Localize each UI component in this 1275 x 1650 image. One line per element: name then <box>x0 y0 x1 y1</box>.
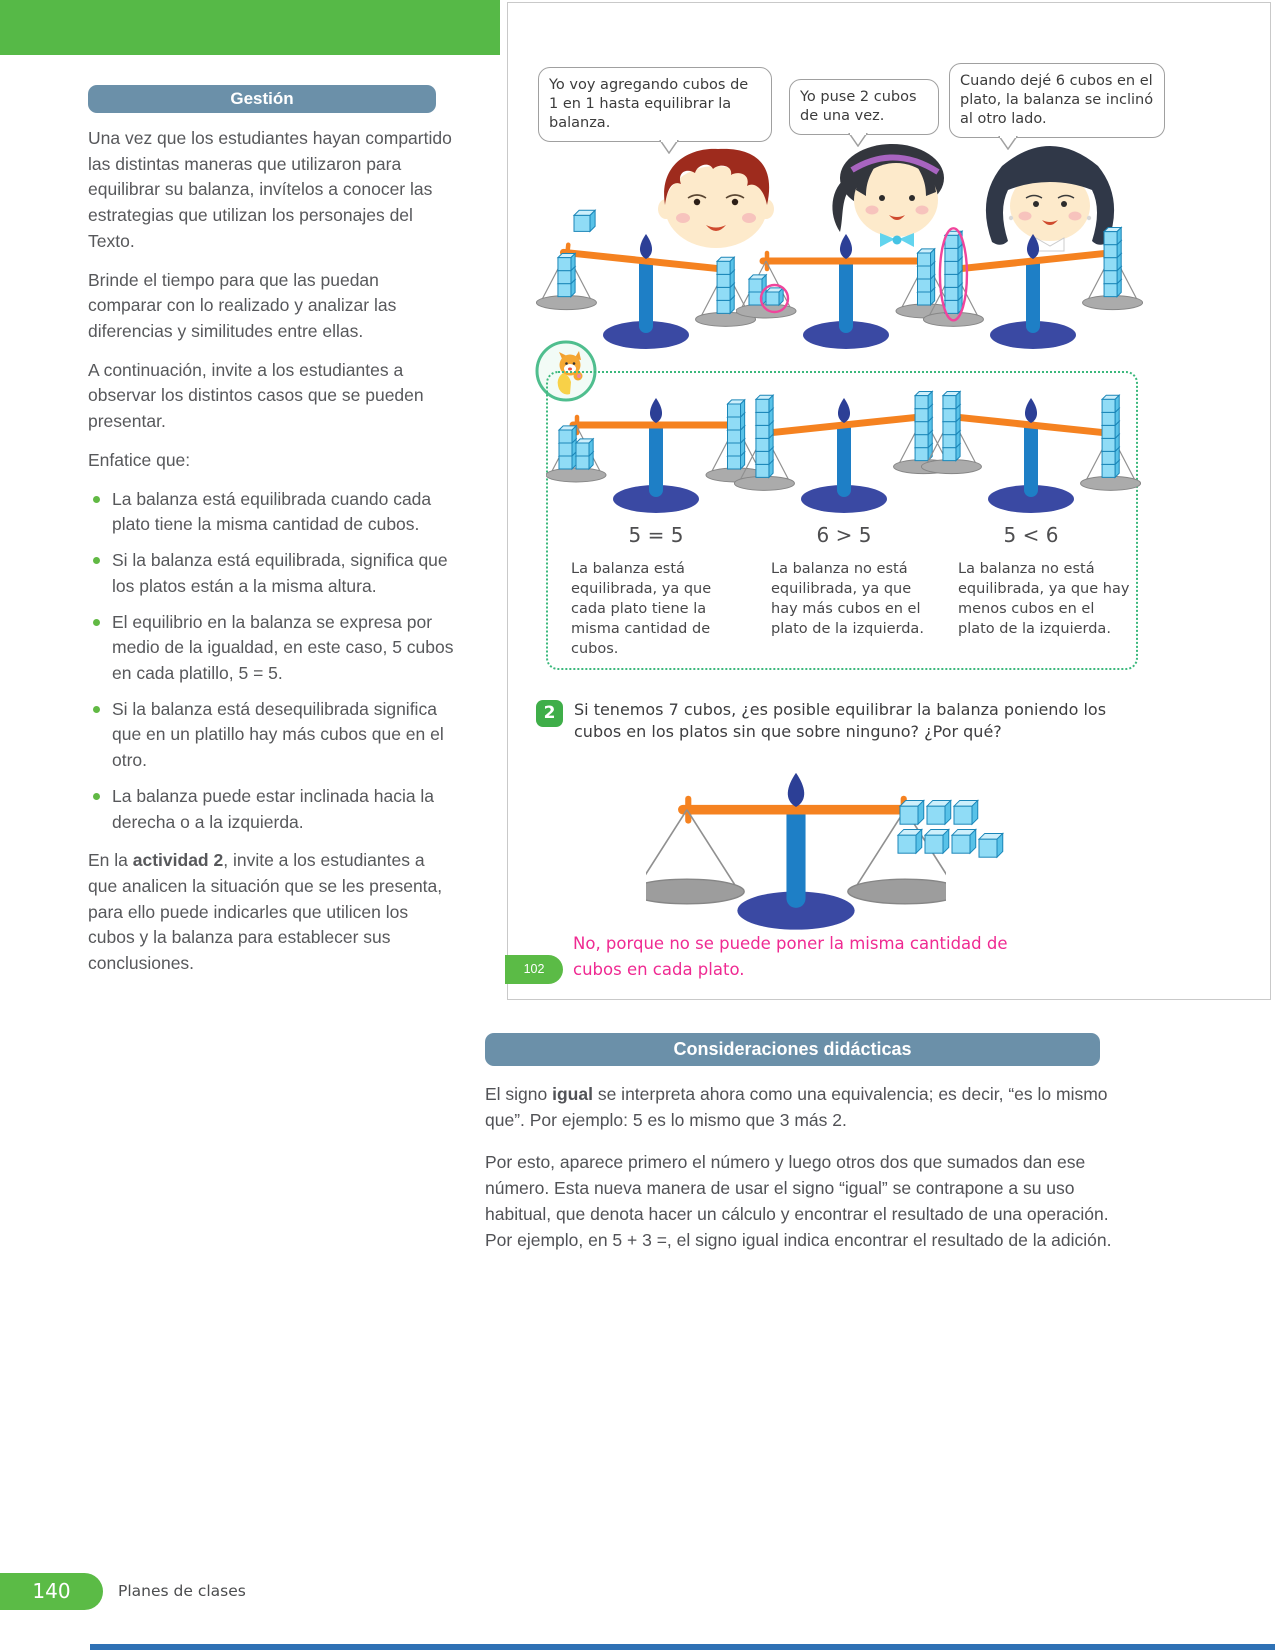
handwritten-answer: No, porque no se puede poner la misma cantidad de cubos en cada plato. <box>573 934 1008 979</box>
balance-less <box>921 385 1141 534</box>
comparison-description-equal: La balanza está equilibrada, ya que cada plato tiene la misma cantidad de cubos. <box>571 561 712 657</box>
footer-section-label: Planes de clases <box>118 1582 246 1600</box>
student-page-number-badge: 102 <box>505 955 563 984</box>
gestion-closing-paragraph: En la actividad 2, invite a los estudiantes a que analicen la situación que se les presenta, para ello puede indicarles que utilicen los cubos y la balanza para establecer sus conclusiones. <box>88 850 443 974</box>
activity-cubes <box>896 793 1016 874</box>
consideraciones-paragraph-2: Por esto, aparece primero el número y luego otros dos que sumados dan ese número. Esta nueva manera de usar el signo “igual” se contrapone a su uso habitual, que denota hacer un cálculo y encontrar el resultado de una operación. Por ejemplo, en 5 + 3 =, el signo igual indica encontrar el resultado de la adición. <box>485 1151 1112 1251</box>
gestion-bullet: La balanza está equilibrada cuando cada plato tiene la misma cantidad de cubos. <box>88 487 456 538</box>
gestion-bullet: Si la balanza está equilibrada, significa que los platos están a la misma altura. <box>88 548 456 599</box>
gestion-paragraph: Brinde el tiempo para que las puedan comparar con lo realizado y analizar las diferencias y similitudes entre ellas. <box>88 269 397 342</box>
balance-girl-bangs <box>923 221 1143 370</box>
gestion-paragraph: A continuación, invite a los estudiantes a observar los distintos casos que se pueden presentar. <box>88 359 424 432</box>
activity-question: Si tenemos 7 cubos, ¿es posible equilibrar la balanza poniendo los cubos en los platos sin que sobre ninguno? ¿Por qué? <box>574 700 1107 742</box>
speech-bubble-girl-bangs <box>949 63 1165 138</box>
comparison-label-greater: 6 > 5 <box>816 523 872 547</box>
comparison-label-less: 5 < 6 <box>1003 523 1059 547</box>
gestion-section <box>88 85 456 990</box>
consideraciones-section <box>485 1033 1125 1269</box>
activity-2-reference: actividad 2 <box>132 850 224 871</box>
activity-number-badge: 2 <box>536 700 563 727</box>
gestion-bullet: El equilibrio en la balanza se expresa por medio de la igualdad, en este caso, 5 cubos en cada platillo, 5 = 5. <box>88 610 456 687</box>
footer-page-number: 140 <box>0 1573 103 1610</box>
speech-bubble-text: Cuando dejé 6 cubos en el plato, la balanza se inclinó al otro lado. <box>960 73 1154 127</box>
speech-bubble-text: Yo puse 2 cubos de una vez. <box>800 89 917 124</box>
textbook-page <box>507 2 1271 1000</box>
footer-rule <box>90 1644 1275 1650</box>
igual-keyword: igual <box>552 1084 593 1104</box>
comparison-description-greater: La balanza no está equilibrada, ya que hay más cubos en el plato de la izquierda. <box>771 561 924 637</box>
speech-bubble-girl-ponytail <box>789 79 939 135</box>
consideraciones-header: Consideraciones didácticas <box>485 1033 1100 1066</box>
balance-equal <box>546 385 766 534</box>
gestion-bullet: Si la balanza está desequilibrada significa que en un platillo hay más cubos que en el otro. <box>88 697 456 774</box>
gestion-paragraph: Enfatice que: <box>88 449 191 470</box>
speech-bubble-text: Yo voy agregando cubos de 1 en 1 hasta equilibrar la balanza. <box>549 77 749 131</box>
top-green-bar <box>0 0 500 55</box>
gestion-bullet: La balanza puede estar inclinada hacia la derecha o a la izquierda. <box>88 784 456 835</box>
comparison-description-less: La balanza no está equilibrada, ya que hay menos cubos en el plato de la izquierda. <box>958 561 1130 637</box>
consideraciones-paragraph-1: El signo igual se interpreta ahora como una equivalencia; es decir, “es lo mismo que”. Por ejemplo: 5 es lo mismo que 3 más 2. <box>485 1084 1108 1131</box>
gestion-header: Gestión <box>88 85 436 113</box>
speech-bubble-boy <box>538 67 772 142</box>
gestion-paragraph: Una vez que los estudiantes hayan compartido las distintas maneras que utilizaron para equilibrar su balanza, invítelos a conocer las estrategias que utilizan los personajes del Texto. <box>88 128 452 251</box>
comparison-label-equal: 5 = 5 <box>628 523 684 547</box>
gestion-bullet-list <box>88 487 456 836</box>
